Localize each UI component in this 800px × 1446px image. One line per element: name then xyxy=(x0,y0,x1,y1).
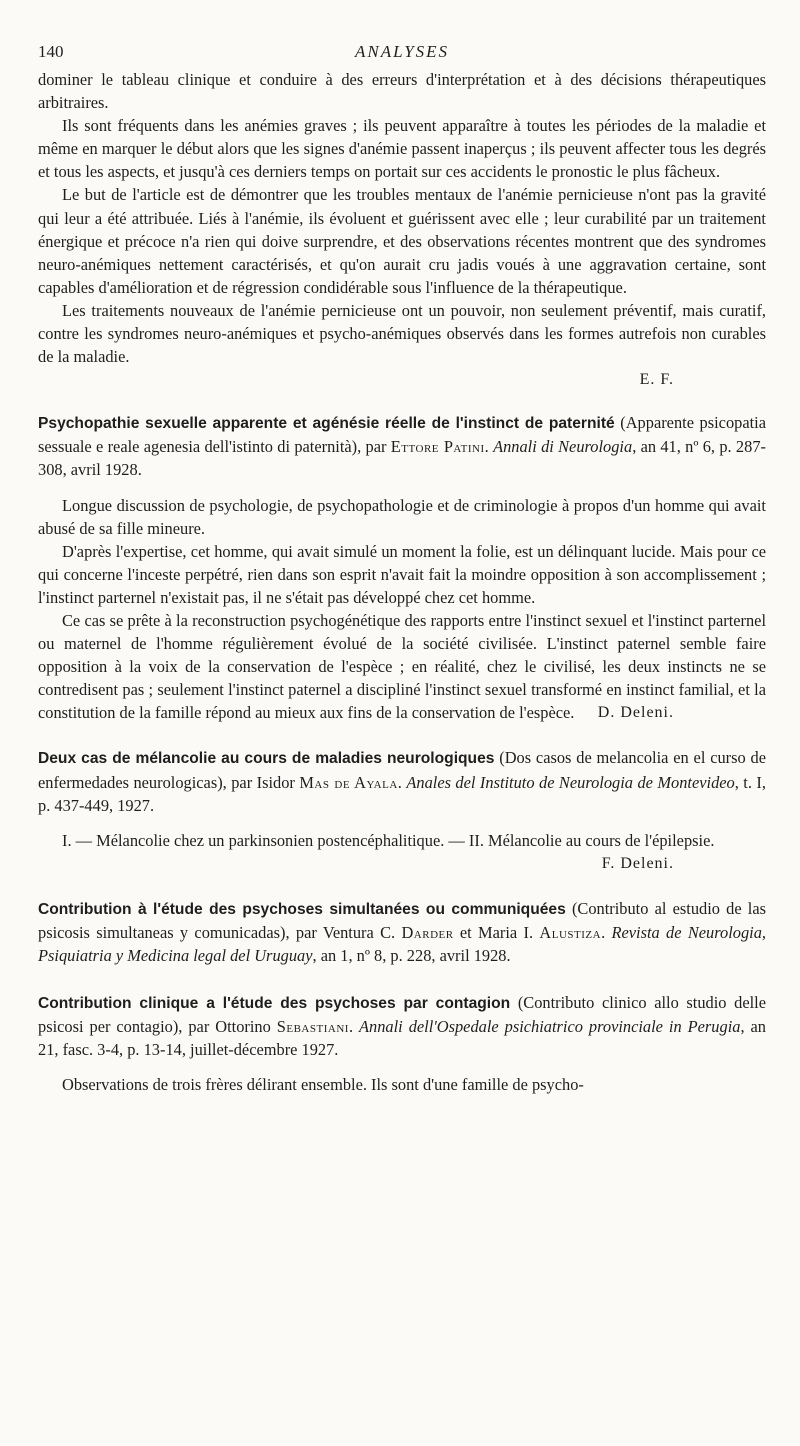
entry-citation: , an 41, nº 6, p. 287-308, avril 1928. xyxy=(38,437,766,480)
body-paragraph: Ce cas se prête à la reconstruction psychogénétique des rapports entre l'instinct sexuel et l'instinct parternel ou maternel de l'homme régulièrement évolué de la société civilisée. L'instinct paternel semble faire opposition à la voix de la conservation de l'espèce ; en réalité, chez le civilisé, les deux instincts ne se contredisent pas ; seulement l'instinct paternel a discipliné l'instinct sexuel transformé en instinct familial, et la constitution de la famille répond au mieux aux fins de la conservation de l'espèce. xyxy=(38,610,766,723)
entry-citation: , t. I, p. 437-449, 1927. xyxy=(38,772,766,815)
body-paragraph: dominer le tableau clinique et conduire à des erreurs d'interprétation et à des décisions thérapeutiques arbitraires. xyxy=(38,70,766,113)
reviewer-signature: F. Deleni. xyxy=(601,854,674,872)
body-paragraph: Longue discussion de psychologie, de psychopathologie et de criminologie à propos d'un homme qui avait abusé de sa fille mineure. xyxy=(38,495,766,538)
page-number: 140 xyxy=(38,42,64,61)
body-paragraph: Ils sont fréquents dans les anémies graves ; ils peuvent apparaître à toutes les périodes de la maladie et même en marquer le début alors que les signes d'anémie passent inaperçus ; ils peuvent affecter tous les degrés et tous les aspects, et jusqu'à ces derniers temps on portait sur ces accidents le pronostic le plus fâcheux. xyxy=(38,116,766,182)
entry-citation: , an 21, fasc. 3-4, p. 13-14, juillet-décembre 1927. xyxy=(38,1017,766,1060)
entry-citation: , an 1, nº 8, p. 228, avril 1928. xyxy=(312,946,511,965)
review-entry xyxy=(38,746,766,874)
entry-reference-sep: . xyxy=(601,922,612,942)
entry-author: Alustiza xyxy=(539,922,602,942)
entry-reference-sep: . xyxy=(397,772,407,792)
body-paragraph: D'après l'expertise, cet homme, qui avait simulé un moment la folie, est un délinquant lucide. Mais pour ce qui concerne l'inceste perpétré, rien dans son esprit n'avait fait la moindre opposition à son accomplissement ; l'instinct parternel n'existait pas, il ne s'était pas développé chez cet homme. xyxy=(38,541,766,607)
entry-heading xyxy=(38,746,766,816)
entry-reference: (Contributo clinico allo studio delle psicosi per contagio), par Ottorino xyxy=(38,993,766,1037)
running-title: ANALYSES xyxy=(354,42,450,61)
body-paragraph: Le but de l'article est de démontrer que les troubles mentaux de l'anémie pernicieuse n'ont pas la gravité qui leur a été attribuée. Liés à l'anémie, ils évoluent et guérissent avec elle ; leur curabilité par un traitement énergique et précoce n'a rien qui doive surprendre, et des observations récentes montrent que des syndromes neuro-anémiques nettement caractérisés, et qu'on aurait cru jadis voués à une aggravation certaine, sont capables d'amélioration et de régression condidérable sous l'influence de la thérapeutique. xyxy=(38,185,766,297)
entry-reference: (Apparente psicopatia sessuale e reale agenesia dell'istinto di paternità), par xyxy=(38,413,766,457)
review-entry xyxy=(38,897,766,967)
entry-heading xyxy=(38,897,766,967)
entry-reference-sep: et Maria I. xyxy=(453,922,540,942)
entry-heading xyxy=(38,991,766,1061)
entry-author: Mas de Ayala xyxy=(299,772,398,792)
entry-title: Contribution à l'étude des psychoses simultanées ou communiquées xyxy=(38,900,566,918)
entry-title: Contribution clinique a l'étude des psychoses par contagion xyxy=(38,995,511,1013)
reviewer-signature: D. Deleni. xyxy=(597,704,674,722)
entry-reference: (Contributo al estudio de las psicosis simultaneas y comunicadas), par Ventura C. xyxy=(38,898,766,942)
reviewer-signature: E. F. xyxy=(639,371,674,389)
body-paragraph: Observations de trois frères délirant ensemble. Ils sont d'une famille de psycho- xyxy=(62,1075,584,1095)
entry-reference-sep: . xyxy=(484,437,494,457)
entry-title: Deux cas de mélancolie au cours de maladies neurologiques xyxy=(38,750,495,768)
running-header xyxy=(38,42,766,68)
body-paragraph: I. — Mélancolie chez un parkinsonien postencéphalitique. — II. Mélancolie au cours de l'épilepsie. xyxy=(62,830,715,850)
entry-title: Psychopathie sexuelle apparente et agénésie réelle de l'instinct de paternité xyxy=(38,415,615,433)
body-paragraph: Les traitements nouveaux de l'anémie pernicieuse ont un pouvoir, non seulement préventif, mais curatif, contre les syndromes neuro-anémiques et psycho-anémiques observés dans les formes autrefois non curables de la maladie. xyxy=(38,300,766,367)
entry-author: Darder xyxy=(401,922,454,942)
entry-author: Ettore Patini xyxy=(390,437,485,457)
review-entry xyxy=(38,411,766,724)
entry-journal: Annali di Neurologia xyxy=(493,437,633,457)
entry-heading xyxy=(38,411,766,481)
entry-author: Sebastiani xyxy=(276,1017,349,1037)
entry-reference-sep: . xyxy=(348,1017,360,1037)
entry-reference: (Dos casos de melancolia en el curso de enfermedades neurologicas), par Isidor xyxy=(38,748,766,792)
entry-journal: Annali dell'Ospedale psichiatrico provinciale in Perugia xyxy=(359,1017,741,1037)
review-entry xyxy=(38,991,766,1096)
entry-journal: Revista de Neurologia, Psiquiatria y Medicina legal del Uruguay xyxy=(38,922,766,965)
entry-journal: Anales del Instituto de Neurologia de Montevideo xyxy=(406,772,735,792)
body-paragraph-with-signature xyxy=(38,609,766,724)
continued-review xyxy=(38,68,766,391)
